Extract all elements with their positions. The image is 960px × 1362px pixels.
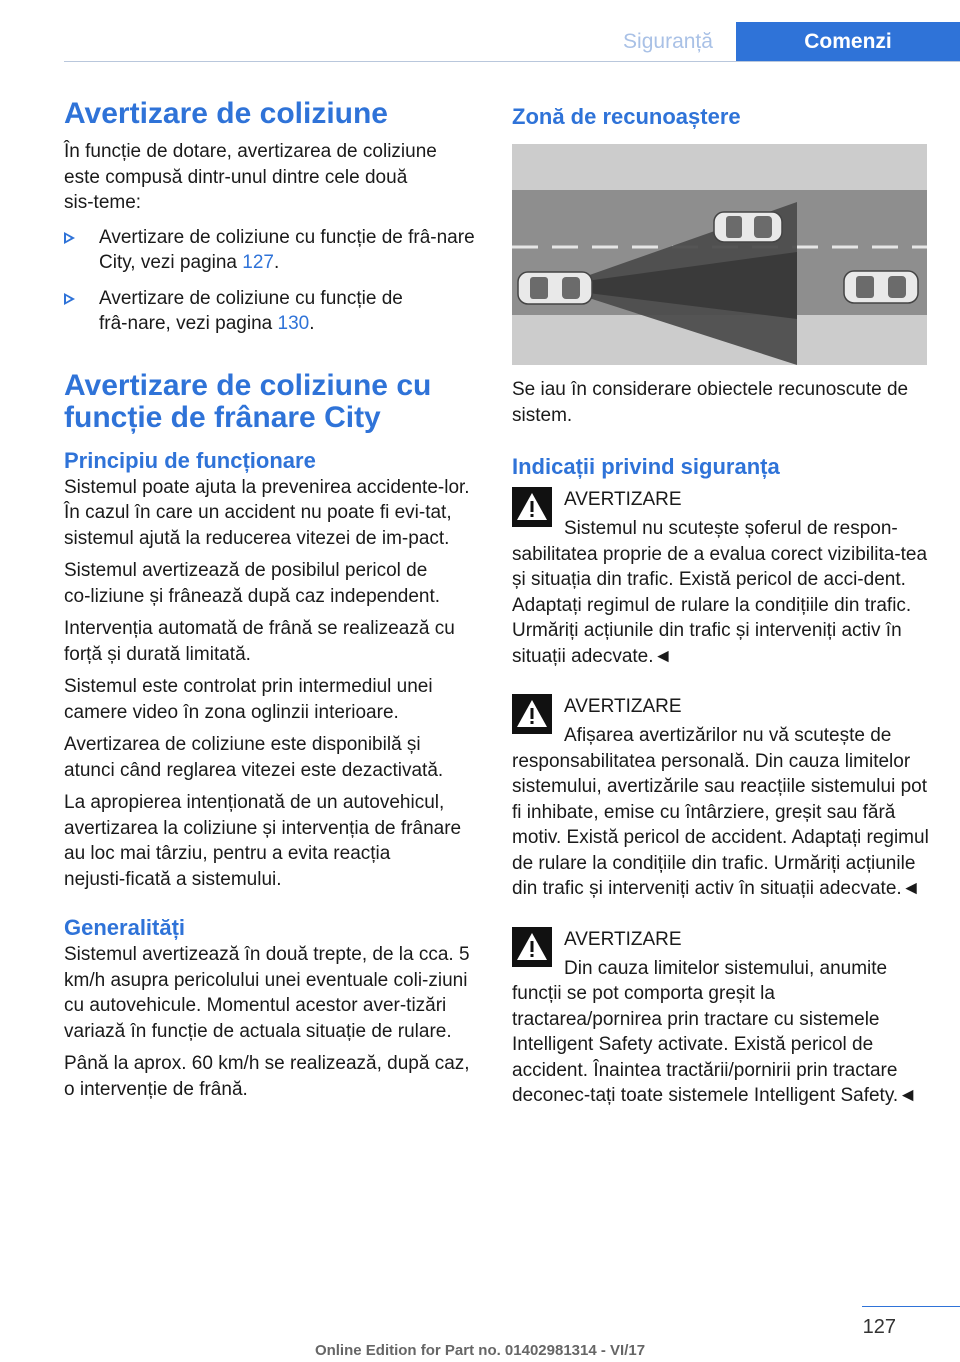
- list-item: [64, 286, 476, 337]
- paragraph: Intervenția automată de frână se realizează cu forță și durată limitată.: [64, 618, 455, 665]
- page-link[interactable]: 130: [277, 313, 310, 334]
- list-item-text: Avertizare de coliziune cu funcție de frâ‑nare, vezi pagina: [99, 287, 403, 334]
- footer-rule: [862, 1306, 960, 1307]
- list-item-end: .: [273, 252, 280, 273]
- paragraph: Sistemul este controlat prin intermediul unei camere video în zona oglinzii interioare.: [64, 676, 433, 723]
- warning-first-line: Afișarea avertizărilor nu vă scutește de: [564, 725, 892, 746]
- car-icon: [844, 271, 918, 303]
- left-column: [64, 98, 476, 1102]
- section-title-collision-warning: Avertizare de coliziune: [64, 97, 388, 130]
- paragraph: Sistemul poate ajuta la prevenirea accidente‑lor. În cazul în care un accident nu poate fi evi‑tat, sistemul ajută la reducerea vitezei de im‑pact.: [64, 476, 470, 549]
- subheading-principle: Principiu de funcționare: [64, 447, 316, 473]
- tab-controls[interactable]: Comenzi: [736, 22, 960, 62]
- section-title-city-braking: Avertizare de coliziune cu funcție de frânare City: [64, 368, 432, 434]
- car-icon: [714, 212, 782, 242]
- warning-title: AVERTIZARE: [564, 489, 682, 510]
- detection-zone-illustration: [512, 144, 927, 365]
- list-item-text: Avertizare de coliziune cu funcție de frâ‑nare City, vezi pagina: [99, 226, 475, 273]
- tab-safety[interactable]: Siguranță: [623, 30, 713, 53]
- warning-icon: [512, 487, 552, 527]
- warning-box: [512, 486, 930, 669]
- list-item: [64, 225, 476, 276]
- page-number: 127: [862, 1316, 896, 1338]
- warning-title: AVERTIZARE: [564, 928, 682, 950]
- warning-first-line: Sistemul nu scutește șoferul de respon‑: [564, 518, 898, 539]
- paragraph: Sistemul avertizează în două trepte, de la cca. 5 km/h asupra pericolului unei eventuale coli‑ziuni cu autovehicule. Momentul acestor aver‑tizări variază în funcție de actuala situație de rulare.: [64, 944, 470, 1042]
- warning-box: [512, 693, 930, 902]
- warning-title: AVERTIZARE: [564, 696, 682, 717]
- subheading-safety: Indicații privind siguranța: [512, 454, 780, 479]
- detection-text: Se iau în considerare obiectele recunoscute de sistem.: [512, 379, 909, 426]
- warning-first-line: Din cauza limitelor sistemului, anumite: [564, 957, 888, 979]
- car-icon: [518, 272, 592, 304]
- header-rule: [64, 61, 960, 62]
- page-link[interactable]: 127: [242, 252, 274, 273]
- warning-text: sabilitatea proprie de a evalua corect vizibilita‑tea și situația din trafic. Există pericol de acci‑dent. Adaptați regimul de rulare la condițiile din trafic. Urmăriți acțiunile din trafic și interveniți activ în situații adecvate.◄: [512, 543, 928, 667]
- warning-text: responsabilitatea personală. Din cauza limitelor sistemului, avertizările sau reacțiile sistemului pot fi inhibate, emise cu întârziere, greșit sau fără motiv. Există pericol de accident. Adaptați regimul de rulare la condițiile din trafic. Urmăriți acțiunile din trafic și interveniți activ în situații adecvate.◄: [512, 750, 929, 899]
- list-item-end: .: [309, 313, 315, 334]
- paragraph: Sistemul avertizează de posibilul pericol de co‑liziune și frânează după caz independent.: [64, 560, 441, 607]
- warning-icon: [512, 694, 552, 734]
- road-diagram: [512, 144, 927, 365]
- subheading-detection-zone: Zonă de recunoaștere: [512, 104, 741, 129]
- subheading-general: Generalități: [64, 915, 186, 940]
- warning-icon: [512, 927, 552, 967]
- paragraph: Avertizarea de coliziune este disponibilă și atunci când reglarea vitezei este dezactivată.: [64, 734, 444, 781]
- intro-paragraph: În funcție de dotare, avertizarea de coliziune este compusă dintr‑unul dintre cele două sis‑teme:: [64, 141, 437, 213]
- paragraph: La apropierea intenționată de un autovehicul, avertizarea la coliziune și intervenția de frânare au loc mai târziu, pentru a evita reacția nejusti‑ficată a sistemului.: [64, 792, 462, 890]
- warning-box: [512, 926, 930, 1109]
- warning-text: funcții se pot comporta greșit la tractarea/pornirea prin tractare cu sistemele Intelligent Safety activate. Există pericol de accident. Înaintea tractării/pornirii prin tractare deconec‑tați toate sistemele Intelligent Safety.◄: [512, 983, 918, 1106]
- paragraph: Până la aprox. 60 km/h se realizează, după caz, o intervenție de frână.: [64, 1053, 470, 1100]
- bullet-triangle-icon: [64, 232, 75, 244]
- right-column: [512, 98, 930, 1109]
- bullet-triangle-icon: [64, 293, 75, 305]
- systems-list: [64, 225, 476, 337]
- edition-footer: Online Edition for Part no. 01402981314 - VI/17: [314, 1342, 646, 1359]
